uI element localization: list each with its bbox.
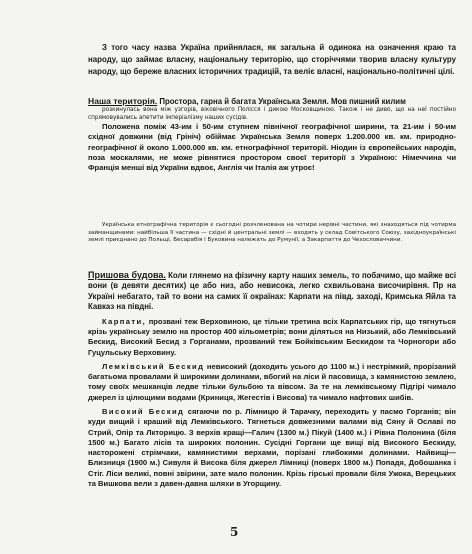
vysokyj-text: сягаючи по р. Лімницю й Тарачку, переходить у пасмо Горганів; він куди вищий і краший від Лемківського. Тягнеться довжезними валами від Сяну й Ославі по Стрий, Опір та Лкторицю. З верхів кращі—Галич (1300 м.) Пікуй (1400 м.) і Рівна Полонина (біля 1500 м.) Багато лісів та широких полонин. Сусідні Горгани ще вищі від Високого Бескиду, насторожені стрімчаки, камянистими верхами, порізані глибокими долинами. Найвищі—Близниця (1900 м.) Сивуля й Висока біля джерел Лімниці (поверх 1800 м.) Попадя, Добошанка і Стіг. Ліси великі, повні звірини, зате мало полонин. Крізь гірські провали біля Ужока, Верецьких та Вишкова вели з давен-давна шляхи в Угорщину.	[88, 407, 456, 489]
karpaty-name: Карпати,	[102, 316, 147, 326]
lemky-name: Лемківський Бескид	[102, 361, 205, 371]
karpaty-paragraph	[88, 317, 456, 358]
territory-subtitle: Простора, гарна й багата Українська Земля. Мов пишний килим	[159, 97, 406, 106]
territory-small-text: розкинулась вона між узгорів, віковічного Полісся і дикою Московщиною. Також і не диво, що на неї постійно спрямовувались апетити імперіалізму наших сусідів.	[88, 107, 456, 121]
mountains-section	[88, 266, 456, 489]
territory-heading	[88, 96, 456, 107]
territory-section	[88, 96, 456, 173]
mountains-intro: Коли глянемо на фізичну карту нашиx земель, то побачимо, що майже всі вони (в девяти десятих) це або низ, або невисока, легко схвильована височирівня. Пр на Україні небагато, тай то вони на самих її окраїнах: Карпати на півд. заході, Кримська Яйла та Кавказ на півдні.	[88, 271, 456, 312]
mountains-heading	[88, 270, 456, 313]
vysokyj-name: Високий Бескид	[102, 407, 185, 416]
karpaty-text: прозвані теж Верховиною, це тільки третина всіх Карпатських гір, що тягнуться крізь українську землю на простор 400 кільометрів; вони діляться на Низький, або Лемківський Бескид, Високий Бесид з Горганами, прозваний теж Бойківським Бескидом та Чорногори або Гуцульську Верховину.	[88, 316, 456, 357]
vysokyj-paragraph	[88, 407, 456, 489]
territory-title: Наша територія.	[88, 96, 158, 106]
page-number: 5	[230, 525, 239, 539]
intro-paragraph: З того часу назва Україна прийнялася, як загальна й одинока на означення краю та народу, що займає власну, національну територію, що сторіччями творив власну культуру народу, що береже власних історичних традицій, та веліє власні, національно-політичні цілі.	[88, 43, 456, 76]
lemky-text: невисокий (доходить усього до 1100 м.) і нестрімкий, прорізаний багатьома провалами й широкими долинами, вбогий на ліси й пасовища, з камянистою землею, тому своїх мешканців ледве тільки бульбою та вівсом. За те на лемківському Підгірі чимало джерел із цілющими водами (Криниця, Жегестів і Висова) та чимало нафтових шибів.	[88, 361, 456, 402]
mountains-title: Пришова будова.	[88, 270, 166, 280]
territory-note: Українська етнографічна територія є сьогодні розчленована на чотири нерівні частини, які знаходяться під чотирма займанщинами: найбільша її частина — східні й центральні землі — входять у склад Совітського Союзу, західноукраїнські землі приєднано до Польщі, Бесарабія і Буковина належать до Румунії, а Закарпаття до Чехословаччини.	[88, 222, 456, 244]
lemky-paragraph	[88, 362, 456, 403]
territory-main-text: Положена поміж 43-им і 50-им ступнем північної географічної ширини, та 21-им і 50-им східної довжини (від Грініч) обіймає Українська Земля поверх 1.200.000 кв. км. природно-географічної й около 1.000.000 кв. км. етнографічної території. Ніодин із європейських народів, поза москалями, не може рівнятися простором своєї території з Україною: Німеччина чи Франція менші від України вдвоє, Англія чи Італія аж утроє!	[88, 122, 456, 172]
